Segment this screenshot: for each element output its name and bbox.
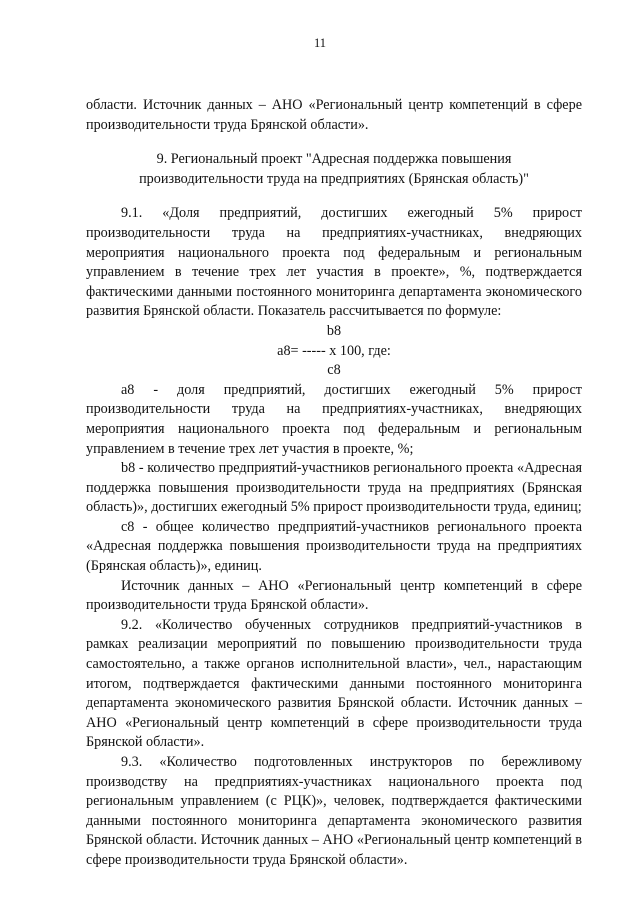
document-body bbox=[86, 96, 582, 871]
formula bbox=[86, 322, 582, 381]
formula-numerator: b8 bbox=[326, 322, 342, 339]
source-9-1: Источник данных – АНО «Региональный центр компетенций в сфере производительности труда Брянской области». bbox=[86, 577, 582, 614]
formula-denominator: с8 bbox=[327, 362, 341, 379]
section-heading-line-2: производительности труда на предприятиях (Брянская область)" bbox=[139, 170, 529, 187]
definition-c8: с8 - общее количество предприятий-участников регионального проекта «Адресная поддержка повышения производительности труда на предприятиях (Брянская область)», единиц. bbox=[86, 518, 582, 575]
formula-equation: а8= ----- х 100, где: bbox=[277, 342, 391, 359]
page-number: 11 bbox=[313, 36, 327, 50]
intro-paragraph: области. Источник данных – АНО «Региональный центр компетенций в сфере производительности труда Брянской области». bbox=[86, 97, 582, 133]
section-heading bbox=[86, 150, 582, 189]
paragraph-9-3: 9.3. «Количество подготовленных инструкторов по бережливому производству на предприятиях-участниках национального проекта под региональным управлением (с РЦК)», человек, подтверждается фактическими данными постоянного мониторинга департамента экономического развития Брянской области. Источник данных – АНО «Региональный центр компетенций в сфере производительности труда Брянской области». bbox=[86, 754, 582, 868]
section-heading-line-1: 9. Региональный проект "Адресная поддержка повышения bbox=[156, 151, 512, 168]
paragraph-9-1: 9.1. «Доля предприятий, достигших ежегодный 5% прирост производительности труда на предприятиях-участниках, внедряющих мероприятия национального проекта под федеральным и региональным управлением в течение трех лет участия в проекте», %, подтверждается фактическими данными постоянного мониторинга департамента экономического развития Брянской области. Показатель рассчитывается по формуле: bbox=[86, 205, 582, 320]
paragraph-9-2: 9.2. «Количество обученных сотрудников предприятий-участников в рамках реализации мероприятий по повышению производительности труда самостоятельно, а также органов исполнительной власти», чел., нарастающим итогом, подтверждается фактическими данными постоянного мониторинга департамента экономического развития Брянской области. Источник данных – АНО «Региональный центр компетенций в сфере производительности труда Брянской области». bbox=[86, 616, 582, 751]
definition-b8: b8 - количество предприятий-участников регионального проекта «Адресная поддержка повышения производительности труда на предприятиях (Брянская область)», достигших ежегодный 5% прирост производительности труда, единиц; bbox=[86, 460, 582, 516]
definition-a8: а8 - доля предприятий, достигших ежегодный 5% прирост производительности труда на предприятиях-участниках, внедряющих мероприятия национального проекта под федеральным и региональным управлением в течение трех лет участия в проекте, %; bbox=[86, 381, 582, 457]
